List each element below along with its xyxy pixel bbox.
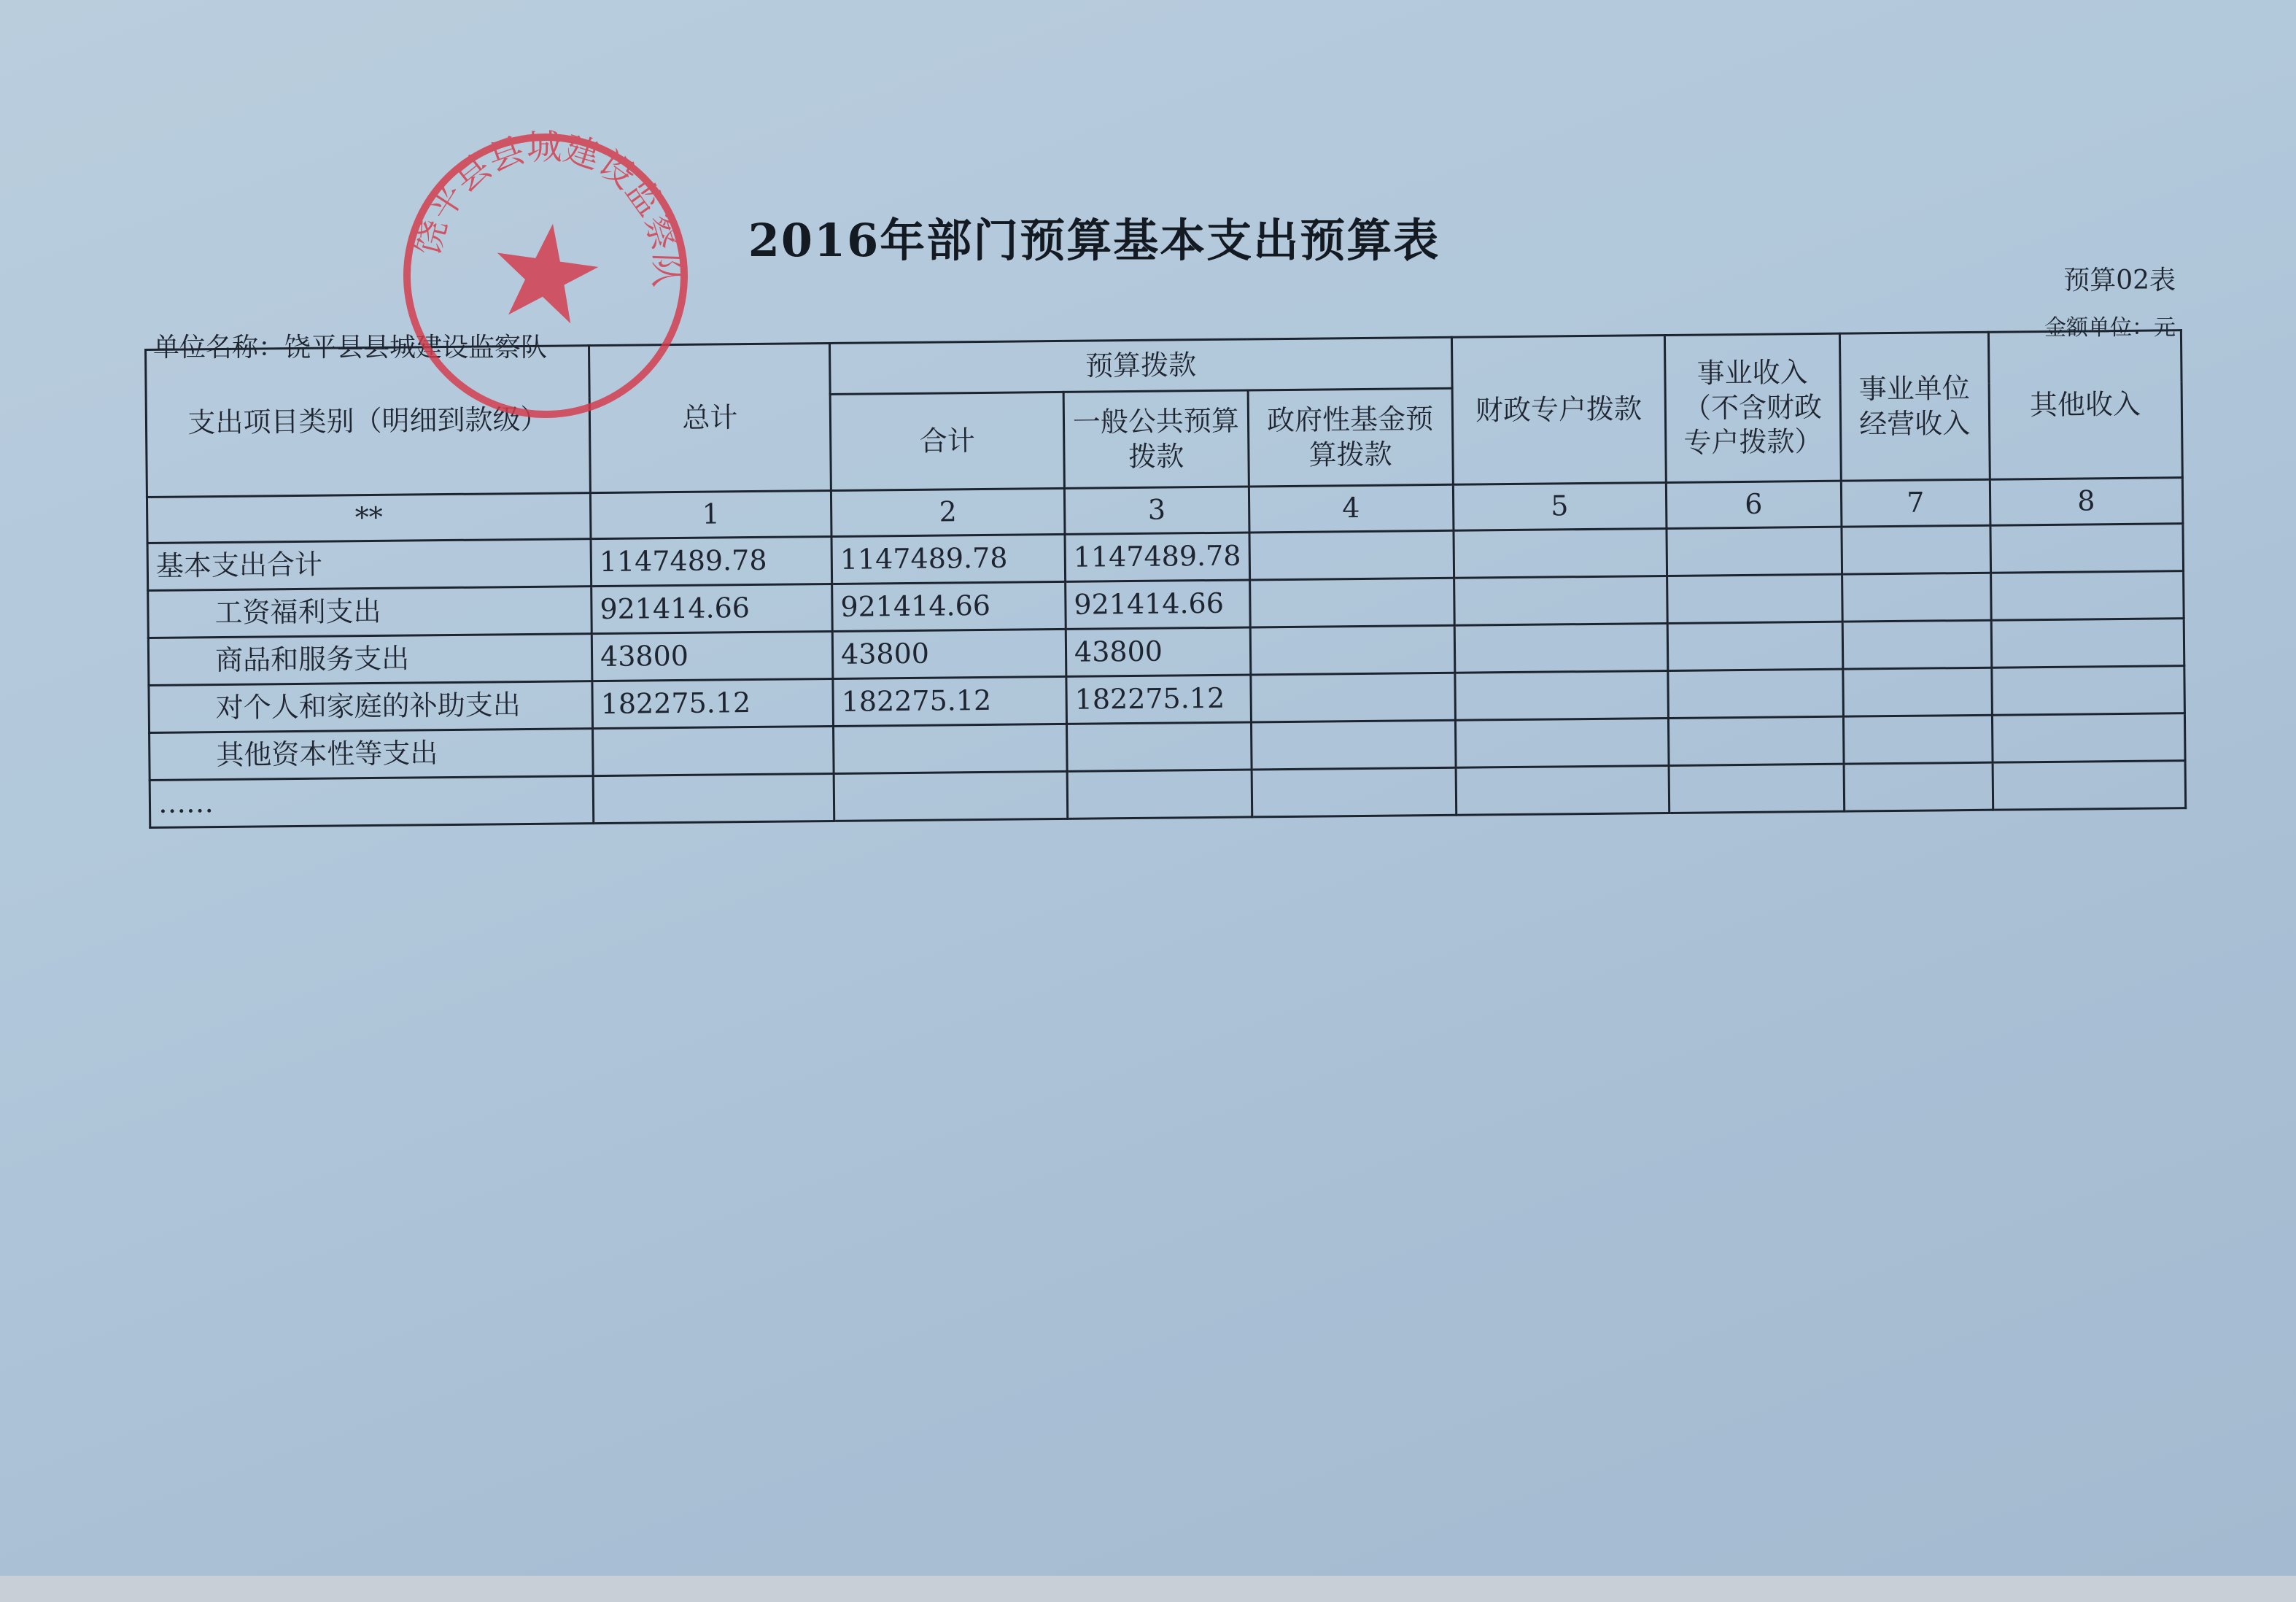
- cell-subtotal: [834, 724, 1068, 773]
- cell-empty: [1992, 713, 2185, 763]
- cell-empty: [1668, 716, 1844, 765]
- cell-empty: [1252, 767, 1457, 817]
- cell-empty: [1669, 764, 1845, 813]
- row-name: 对个人和家庭的补助支出: [149, 681, 593, 733]
- cell-empty: [1456, 765, 1669, 815]
- cell-empty: [1842, 620, 1992, 669]
- cell-empty: [1250, 625, 1455, 675]
- cell-empty: [1990, 571, 2184, 621]
- cell-total: 182275.12: [592, 678, 834, 728]
- row-name: 工资福利支出: [148, 587, 592, 638]
- cell-general: 182275.12: [1066, 675, 1251, 724]
- cell-empty: [1251, 673, 1456, 722]
- cell-empty: [1251, 720, 1456, 770]
- amount-unit: 金额单位：元: [2044, 315, 2176, 341]
- cell-empty: [1454, 576, 1667, 625]
- header-category: 支出项目类别（明细到款级）: [146, 346, 591, 498]
- svg-text:饶平县县城建设监察队: 饶平县县城建设监察队: [406, 126, 688, 289]
- cell-empty: [1667, 527, 1842, 576]
- header-other-income: 其他收入: [1988, 330, 2182, 480]
- header-gov-fund: 政府性基金预算拨款: [1248, 388, 1453, 487]
- cell-empty: [1667, 622, 1843, 670]
- cell-empty: [1249, 578, 1454, 627]
- official-seal: [381, 111, 710, 441]
- cell-general: [1066, 722, 1251, 771]
- numbering-cell: **: [147, 493, 591, 543]
- cell-empty: [1455, 718, 1669, 767]
- cell-empty: [1991, 666, 2184, 716]
- cell-total: [593, 726, 834, 775]
- numbering-cell: 3: [1064, 487, 1249, 534]
- form-number: 预算02表: [2063, 266, 2176, 295]
- header-fiscal-special: 财政专户拨款: [1451, 335, 1666, 484]
- numbering-cell: 5: [1453, 482, 1667, 530]
- cell-empty: [1991, 619, 2184, 668]
- cell-empty: [1990, 524, 2184, 573]
- cell-total: [593, 773, 834, 823]
- cell-total: 43800: [592, 631, 833, 681]
- cell-empty: [1249, 530, 1454, 580]
- cell-empty: [1844, 762, 1993, 811]
- cell-empty: [1668, 669, 1844, 718]
- cell-empty: [1667, 574, 1842, 623]
- row-name: 基本支出合计: [147, 539, 592, 591]
- row-name: 其他资本性等支出: [150, 729, 594, 781]
- numbering-cell: 6: [1666, 481, 1842, 528]
- row-name: 商品和服务支出: [148, 634, 592, 686]
- page-title: 2016年部门预算基本支出预算表: [748, 214, 1440, 267]
- header-total: 总计: [589, 343, 831, 492]
- cell-general: 43800: [1066, 627, 1250, 676]
- cell-subtotal: 43800: [832, 629, 1066, 678]
- header-budget-allocation: 预算拨款: [829, 337, 1451, 394]
- cell-empty: [1454, 623, 1668, 673]
- cell-subtotal: 182275.12: [833, 676, 1067, 726]
- cell-general: 921414.66: [1066, 580, 1250, 629]
- cell-subtotal: 921414.66: [832, 581, 1066, 631]
- header-business-income: 事业收入（不含财政专户拨款）: [1664, 333, 1841, 482]
- desk-surface: [0, 1576, 2296, 1602]
- cell-total: 921414.66: [592, 584, 833, 633]
- header-subtotal: 合计: [830, 392, 1064, 490]
- numbering-cell: 8: [1990, 478, 2183, 526]
- row-name: ……: [150, 776, 594, 828]
- cell-subtotal: 1147489.78: [831, 534, 1066, 584]
- cell-empty: [1455, 670, 1669, 720]
- org-name: 单位名称：饶平县县城建设监察队: [153, 333, 548, 363]
- cell-empty: [1842, 573, 1991, 622]
- cell-empty: [1842, 668, 1992, 716]
- numbering-cell: 2: [831, 488, 1065, 536]
- cell-empty: [1454, 528, 1667, 578]
- header-general-public: 一般公共预算拨款: [1063, 390, 1249, 488]
- cell-empty: [1843, 715, 1993, 764]
- star-icon: [489, 217, 603, 326]
- numbering-cell: 7: [1841, 479, 1990, 527]
- cell-general: [1067, 770, 1252, 819]
- cell-total: 1147489.78: [591, 536, 832, 586]
- cell-general: 1147489.78: [1065, 533, 1249, 581]
- numbering-cell: 1: [590, 490, 831, 538]
- cell-empty: [1842, 525, 1991, 574]
- cell-subtotal: [834, 771, 1068, 821]
- numbering-cell: 4: [1249, 484, 1454, 533]
- header-business-op-income: 事业单位经营收入: [1839, 332, 1990, 481]
- cell-empty: [1993, 761, 2186, 810]
